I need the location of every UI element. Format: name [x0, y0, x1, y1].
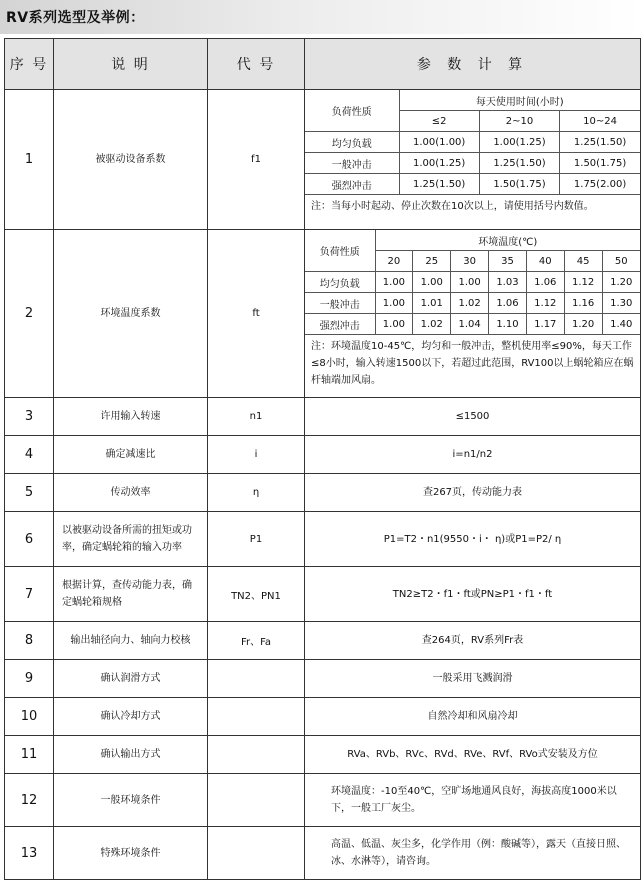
table-row: [5, 827, 641, 880]
row-calc: 高温、低温、灰尘多，化学作用（例：酸碱等），露天（直接日照、冰、水淋等），请咨询。: [305, 827, 641, 880]
table-row: [5, 698, 641, 736]
row-calc: [305, 90, 641, 230]
group-label: 每天使用时间(小时): [399, 90, 640, 111]
table-row: [5, 622, 641, 660]
page-title: RV系列选型及举例：: [6, 10, 145, 26]
value-cell: 1.00(1.00): [399, 132, 479, 153]
temperature-factor-table: [305, 230, 640, 393]
row-description: 特殊环境条件: [54, 827, 208, 880]
table-row: [5, 436, 641, 474]
value-cell: 1.25(1.50): [479, 153, 559, 174]
col-header: 25: [413, 251, 451, 272]
value-cell: 1.50(1.75): [479, 174, 559, 195]
row-calc: 自然冷却和风扇冷却: [305, 698, 641, 736]
col-header: 35: [489, 251, 527, 272]
value-cell: 1.25(1.50): [560, 132, 640, 153]
value-cell: 1.03: [489, 272, 527, 293]
load-name: 强烈冲击: [305, 314, 375, 335]
row-number: 1: [5, 90, 54, 230]
value-cell: 1.17: [526, 314, 564, 335]
value-cell: 1.01: [413, 293, 451, 314]
row-number: 11: [5, 736, 54, 774]
row-description: 确认冷却方式: [54, 698, 208, 736]
row-calc: TN2≥T2・f1・ft或PN≥P1・f1・ft: [305, 567, 641, 622]
row-number: 5: [5, 474, 54, 512]
row-calc: 环境温度：-10至40℃，空旷场地通风良好，海拔高度1000米以下，一般工厂灰尘。: [305, 774, 641, 827]
value-cell: 1.75(2.00): [560, 174, 640, 195]
table-row: [5, 736, 641, 774]
row-code: f1: [208, 90, 305, 230]
value-cell: 1.00: [375, 314, 413, 335]
row-code: n1: [208, 398, 305, 436]
row-description: 许用输入转速: [54, 398, 208, 436]
load-nature-label: 负荷性质: [305, 230, 375, 272]
col-header: 50: [602, 251, 640, 272]
title-bar: [0, 0, 640, 34]
row-number: 10: [5, 698, 54, 736]
table-row: [5, 90, 641, 230]
table-row: [5, 774, 641, 827]
row-calc: [305, 230, 641, 398]
value-cell: 1.00: [413, 272, 451, 293]
load-name: 强烈冲击: [305, 174, 399, 195]
row-description: 一般环境条件: [54, 774, 208, 827]
row-code: i: [208, 436, 305, 474]
load-name: 一般冲击: [305, 293, 375, 314]
row-calc: 查267页，传动能力表: [305, 474, 641, 512]
row-number: 13: [5, 827, 54, 880]
value-cell: 1.06: [489, 293, 527, 314]
value-cell: 1.02: [451, 293, 489, 314]
row-description: 确认输出方式: [54, 736, 208, 774]
header-desc: 说 明: [54, 39, 208, 90]
row-calc: ≤1500: [305, 398, 641, 436]
table-row: [5, 474, 641, 512]
row-number: 9: [5, 660, 54, 698]
table-row: [5, 567, 641, 622]
value-cell: 1.30: [602, 293, 640, 314]
row-code: η: [208, 474, 305, 512]
load-name: 一般冲击: [305, 153, 399, 174]
value-cell: 1.00: [451, 272, 489, 293]
load-name: 均匀负载: [305, 272, 375, 293]
col-header: 30: [451, 251, 489, 272]
table-note: 注：环境温度10-45℃，均匀和一般冲击，整机使用率≤90%，每天工作≤8小时，输入转速1500以下，若超过此范围，RV100以上蜗轮箱应在蜗杆轴端加风扇。: [305, 335, 640, 394]
value-cell: 1.10: [489, 314, 527, 335]
row-calc: RVa、RVb、RVc、RVd、RVe、RVf、RVo式安装及方位: [305, 736, 641, 774]
header-row: [5, 39, 641, 90]
value-cell: 1.40: [602, 314, 640, 335]
row-calc: 查264页，RV系列Fr表: [305, 622, 641, 660]
value-cell: 1.12: [526, 293, 564, 314]
row-number: 3: [5, 398, 54, 436]
row-description: 环境温度系数: [54, 230, 208, 398]
value-cell: 1.02: [413, 314, 451, 335]
table-row: [5, 512, 641, 567]
row-calc: P1=T2・n1(9550・i・ η)或P1=P2/ η: [305, 512, 641, 567]
row-description: 输出轴径向力、轴向力校核: [54, 622, 208, 660]
row-code: [208, 660, 305, 698]
value-cell: 1.00(1.25): [399, 153, 479, 174]
col-header: 2~10: [479, 111, 559, 132]
col-header: ≤2: [399, 111, 479, 132]
header-calc: 参 数 计 算: [305, 39, 641, 90]
selection-table: [4, 38, 641, 880]
row-calc: i=n1/n2: [305, 436, 641, 474]
header-seq: 序 号: [5, 39, 54, 90]
row-number: 7: [5, 567, 54, 622]
row-description: 被驱动设备系数: [54, 90, 208, 230]
value-cell: 1.25(1.50): [399, 174, 479, 195]
row-code: TN2、PN1: [208, 567, 305, 622]
value-cell: 1.00(1.25): [479, 132, 559, 153]
col-header: 10~24: [560, 111, 640, 132]
col-header: 20: [375, 251, 413, 272]
table-row: [5, 230, 641, 398]
value-cell: 1.00: [375, 272, 413, 293]
value-cell: 1.00: [375, 293, 413, 314]
row-code: [208, 827, 305, 880]
table-row: [5, 398, 641, 436]
value-cell: 1.06: [526, 272, 564, 293]
row-calc: 一般采用飞溅润滑: [305, 660, 641, 698]
row-description: 根据计算，查传动能力表，确定蜗轮箱规格: [54, 567, 208, 622]
row-code: Fr、Fa: [208, 622, 305, 660]
row-number: 6: [5, 512, 54, 567]
value-cell: 1.50(1.75): [560, 153, 640, 174]
value-cell: 1.12: [564, 272, 602, 293]
value-cell: 1.16: [564, 293, 602, 314]
value-cell: 1.04: [451, 314, 489, 335]
row-description: 确定减速比: [54, 436, 208, 474]
row-code: [208, 698, 305, 736]
row-number: 8: [5, 622, 54, 660]
col-header: 40: [526, 251, 564, 272]
row-number: 2: [5, 230, 54, 398]
row-description: 传动效率: [54, 474, 208, 512]
table-note: 注：当每小时起动、停止次数在10次以上，请使用括号内数值。: [305, 195, 640, 220]
row-code: [208, 774, 305, 827]
row-description: 以被驱动设备所需的扭矩或功率，确定蜗轮箱的输入功率: [54, 512, 208, 567]
group-label: 环境温度(℃): [375, 230, 640, 251]
row-code: P1: [208, 512, 305, 567]
table-row: [5, 660, 641, 698]
value-cell: 1.20: [602, 272, 640, 293]
load-nature-label: 负荷性质: [305, 90, 399, 132]
row-number: 12: [5, 774, 54, 827]
col-header: 45: [564, 251, 602, 272]
load-name: 均匀负载: [305, 132, 399, 153]
value-cell: 1.20: [564, 314, 602, 335]
service-factor-table: [305, 90, 640, 219]
row-code: ft: [208, 230, 305, 398]
row-number: 4: [5, 436, 54, 474]
row-code: [208, 736, 305, 774]
header-code: 代 号: [208, 39, 305, 90]
row-description: 确认润滑方式: [54, 660, 208, 698]
